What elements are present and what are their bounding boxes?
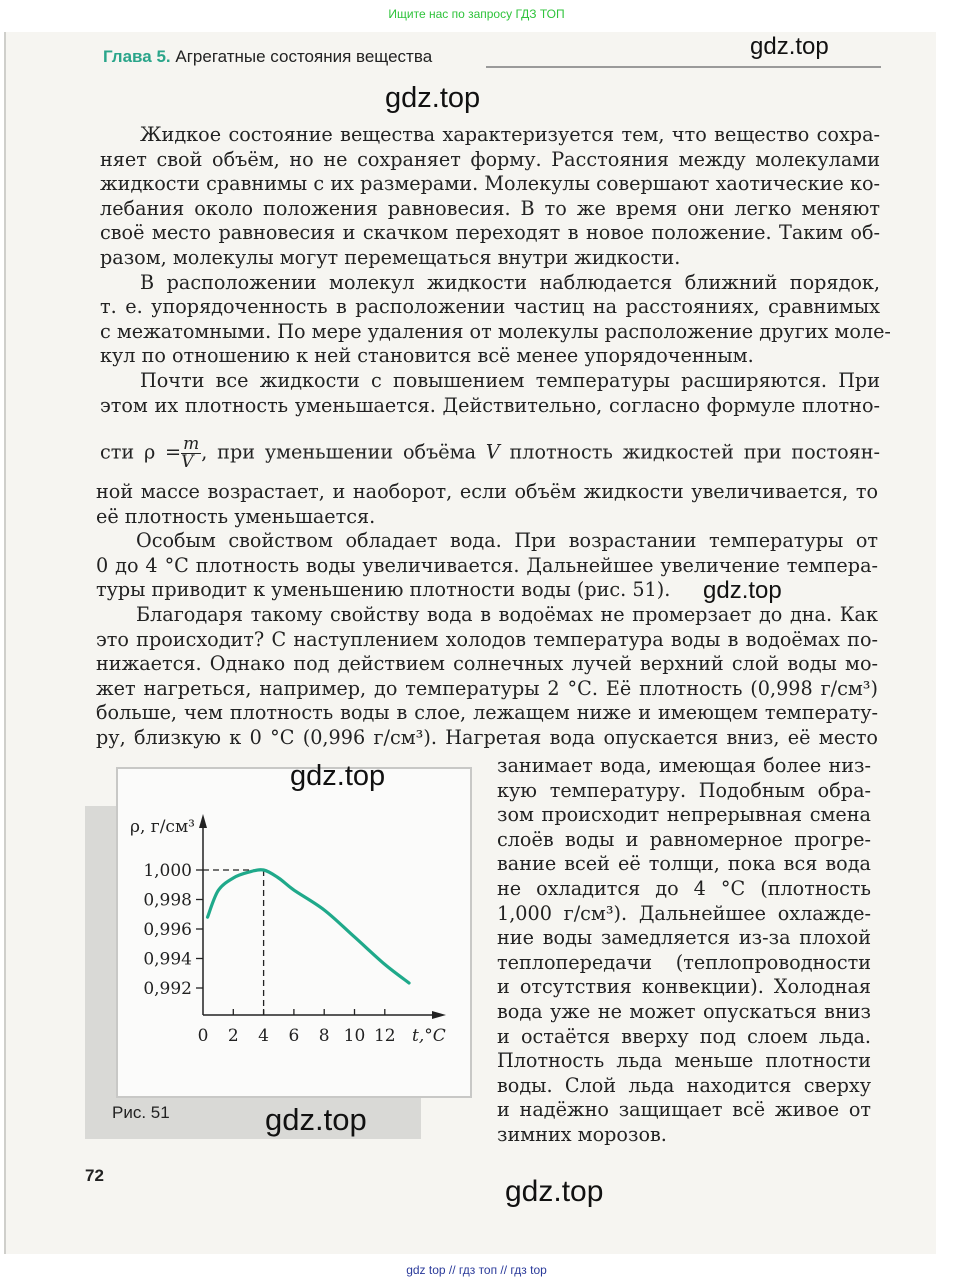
- watermark: gdz.top: [385, 82, 481, 114]
- text-line: 0 до 4 °С плотность воды увеличивается. Дальнейшее увеличение темпера-: [96, 553, 878, 577]
- top-note: Ищите нас по запросу ГДЗ ТОП: [388, 7, 565, 21]
- text-line: вание всей её толщи, пока вся вода: [497, 852, 871, 876]
- text-line: Жидкое состояние вещества характеризуется тем, что вещество сохра-: [140, 123, 880, 146]
- x-tick-label: 2: [227, 1026, 239, 1046]
- text-line: этом их плотность уменьшается. Действительно, согласно формуле плотно-: [100, 393, 880, 417]
- x-axis-label: t,°С: [412, 1026, 446, 1046]
- y-tick-label: 0,996: [143, 920, 192, 940]
- y-tick-label: 0,998: [143, 890, 192, 911]
- chapter-title: Агрегатные состояния вещества: [175, 47, 433, 66]
- text-line: теплопередачи (теплопроводности: [497, 950, 871, 974]
- text-line: няет свой объём, но не сохраняет форму. Расстояния между молекулами: [100, 147, 880, 171]
- formula-text: , при уменьшении объёма: [201, 440, 486, 464]
- y-axis-arrow: [199, 814, 207, 828]
- text-line: ной массе возрастает, и наоборот, если объём жидкости увеличивается, то: [96, 480, 878, 503]
- text-line: Плотность льда меньше плотности: [497, 1049, 871, 1073]
- text-line: кую температуру. Подобным обра-: [497, 778, 871, 802]
- text-line: её плотность уменьшается.: [96, 504, 376, 528]
- x-tick-label: 4: [258, 1026, 270, 1046]
- page-number: 72: [85, 1166, 104, 1185]
- y-axis-label: ρ, г/см³: [130, 817, 195, 837]
- text-line: и отсутствия конвекции). Холодная: [497, 975, 871, 999]
- watermark: gdz.top: [750, 33, 829, 60]
- x-tick-label: 0: [197, 1026, 209, 1046]
- x-tick-label: 8: [318, 1026, 330, 1046]
- figure-caption: Рис. 51: [112, 1103, 170, 1122]
- text-line: не охладится до 4 °С (плотность: [497, 876, 871, 900]
- watermark: gdz.top: [290, 760, 386, 792]
- x-axis-arrow: [432, 1011, 446, 1019]
- text-line: Особым свойством обладает вода. При возрастании температуры от: [136, 529, 878, 553]
- text-line: и надёжно защищает всё живое от: [497, 1098, 871, 1122]
- fraction-denominator: V: [181, 452, 194, 472]
- text-line: В расположении молекул жидкости наблюдается ближний порядок,: [140, 270, 880, 294]
- text-line: кул по отношению к ней становится всё менее упорядоченным.: [100, 344, 754, 368]
- text-line: нижается. Однако под действием солнечных лучей верхний слой воды мо-: [96, 652, 878, 676]
- text-line: воды. Слой льда находится сверху: [497, 1073, 871, 1097]
- text-line: своё место равновесия и скачком переходят в новое положение. Таким об-: [100, 221, 880, 245]
- text-line: разом, молекулы могут перемещаться внутри жидкости.: [100, 245, 681, 269]
- formula-text: плотность жидкостей при постоян-: [499, 440, 880, 464]
- watermark: gdz.top: [703, 577, 782, 604]
- watermark: gdz.top: [265, 1102, 367, 1137]
- text-line: Почти все жидкости с повышением температуры расширяются. При: [140, 368, 880, 392]
- text-line: т. е. упорядоченность в расположении частиц на расстояниях, сравнимых: [100, 295, 880, 319]
- x-tick-label: 12: [373, 1026, 396, 1046]
- text-line: зом происходит непрерывная смена: [497, 803, 871, 827]
- text-line: туры приводит к уменьшению плотности воды (рис. 51).: [96, 578, 671, 602]
- y-tick-label: 0,994: [143, 949, 192, 970]
- y-tick-label: 1,000: [143, 861, 192, 881]
- text-line: жидкости сравнимы с их размерами. Молекулы совершают хаотические ко-: [100, 172, 880, 196]
- chapter-number: Глава 5.: [103, 47, 171, 66]
- text-line: ние воды замедляется из-за плохой: [497, 926, 871, 950]
- y-tick-label: 0,992: [143, 979, 192, 999]
- text-line: больше, чем плотность воды в слое, лежащем ниже и имеющем температу-: [96, 701, 878, 725]
- footer-links[interactable]: gdz top // гдз топ // гдз top: [406, 1263, 547, 1277]
- x-tick-label: 10: [343, 1026, 366, 1046]
- fraction-numerator: m: [183, 434, 200, 454]
- text-line: вода уже не может опускаться вниз: [497, 999, 871, 1023]
- text-line: занимает вода, имеющая более низ-: [497, 754, 871, 777]
- text-line: это происходит? С наступлением холодов температура воды в водоёмах по-: [96, 627, 878, 651]
- text-line: с межатомными. По мере удаления от молекулы расположение других моле-: [100, 319, 891, 343]
- x-tick-label: 6: [288, 1026, 300, 1046]
- text-line: 1,000 г/см³). Дальнейшее охлажде-: [497, 901, 871, 925]
- text-line: лебания около положения равновесия. В то же время они легко меняют: [100, 196, 880, 220]
- density-curve: [208, 870, 409, 983]
- text-line: и остаётся вверху под слоем льда.: [497, 1024, 871, 1048]
- watermark: gdz.top: [505, 1175, 604, 1208]
- text-line: жет нагреться, например, до температуры 2 °С. Её плотность (0,998 г/см³): [96, 676, 878, 700]
- text-line: слоёв воды и равномерное прогре-: [497, 827, 871, 851]
- text-line: ру, близкую к 0 °С (0,996 г/см³). Нагретая вода опускается вниз, её место: [96, 725, 878, 749]
- text-line: Благодаря такому свойству вода в водоёмах не промерзает до дна. Как: [136, 602, 878, 626]
- formula-variable: V: [485, 440, 500, 464]
- formula-text: сти ρ =: [100, 440, 182, 464]
- text-line: зимних морозов.: [497, 1122, 667, 1146]
